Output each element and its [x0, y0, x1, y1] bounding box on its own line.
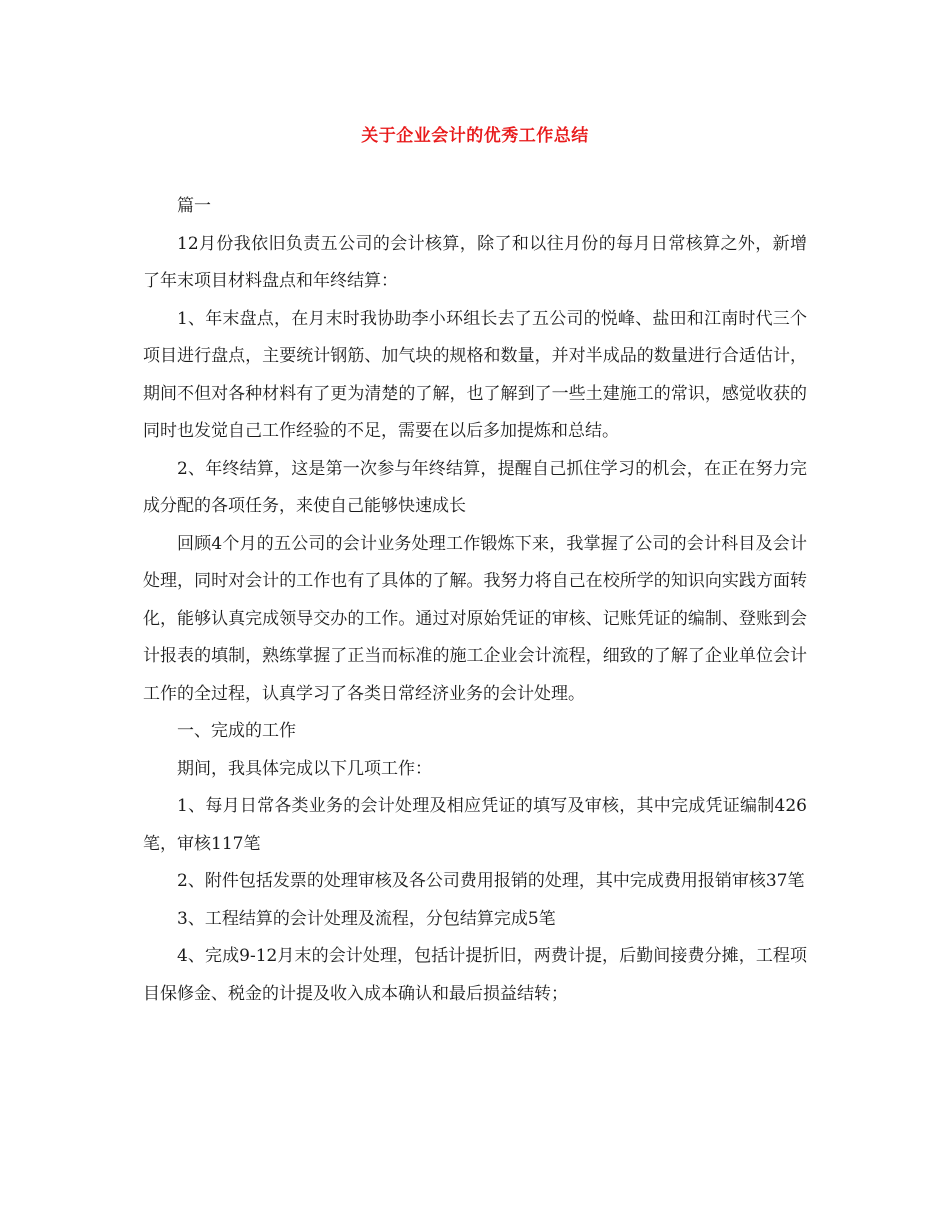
document-body	[143, 188, 807, 1013]
paragraph-item-4: 4、完成9-12月末的会计处理，包括计提折旧，两费计提，后勤间接费分摊，工程项目保修金、税金的计提及收入成本确认和最后损益结转；	[143, 946, 807, 1004]
paragraph-year-end-settlement: 2、年终结算，这是第一次参与年终结算，提醒自己抓住学习的机会，在正在努力完成分配的各项任务，来使自己能够快速成长	[143, 458, 807, 516]
paragraph-item-2: 2、附件包括发票的处理审核及各公司费用报销的处理，其中完成费用报销审核37笔	[177, 871, 805, 891]
paragraph-intro: 12月份我依旧负责五公司的会计核算，除了和以往月份的每月日常核算之外，新增了年末项目材料盘点和年终结算：	[143, 233, 807, 291]
document-title: 关于企业会计的优秀工作总结	[361, 126, 589, 146]
paragraph-completed-work-intro: 期间，我具体完成以下几项工作：	[177, 758, 432, 779]
paragraph-section-heading: 篇一	[177, 196, 211, 216]
paragraph-year-end-inventory: 1、年末盘点，在月末时我协助李小环组长去了五公司的悦峰、盐田和江南时代三个项目进行盘点，主要统计钢筋、加气块的规格和数量，并对半成品的数量进行合适估计，期间不但对各种材料有了更为清楚的了解，也了解到了一些土建施工的常识，感觉收获的同时也发觉自己工作经验的不足，需要在以后多加提炼和总结。	[143, 308, 807, 441]
paragraph-item-1: 1、每月日常各类业务的会计处理及相应凭证的填写及审核，其中完成凭证编制426笔，审核117笔	[143, 796, 807, 854]
paragraph-completed-work-heading: 一、完成的工作	[177, 721, 296, 741]
paragraph-item-3: 3、工程结算的会计处理及流程，分包结算完成5笔	[177, 908, 556, 929]
paragraph-review: 回顾4个月的五公司的会计业务处理工作锻炼下来，我掌握了公司的会计科目及会计处理，同时对会计的工作也有了具体的了解。我努力将自己在校所学的知识向实践方面转化，能够认真完成领导交办的工作。通过对原始凭证的审核、记账凭证的编制、登账到会计报表的填制，熟练掌握了正当而标准的施工企业会计流程，细致的了解了企业单位会计工作的全过程，认真学习了各类日常经济业务的会计处理。	[143, 533, 807, 704]
